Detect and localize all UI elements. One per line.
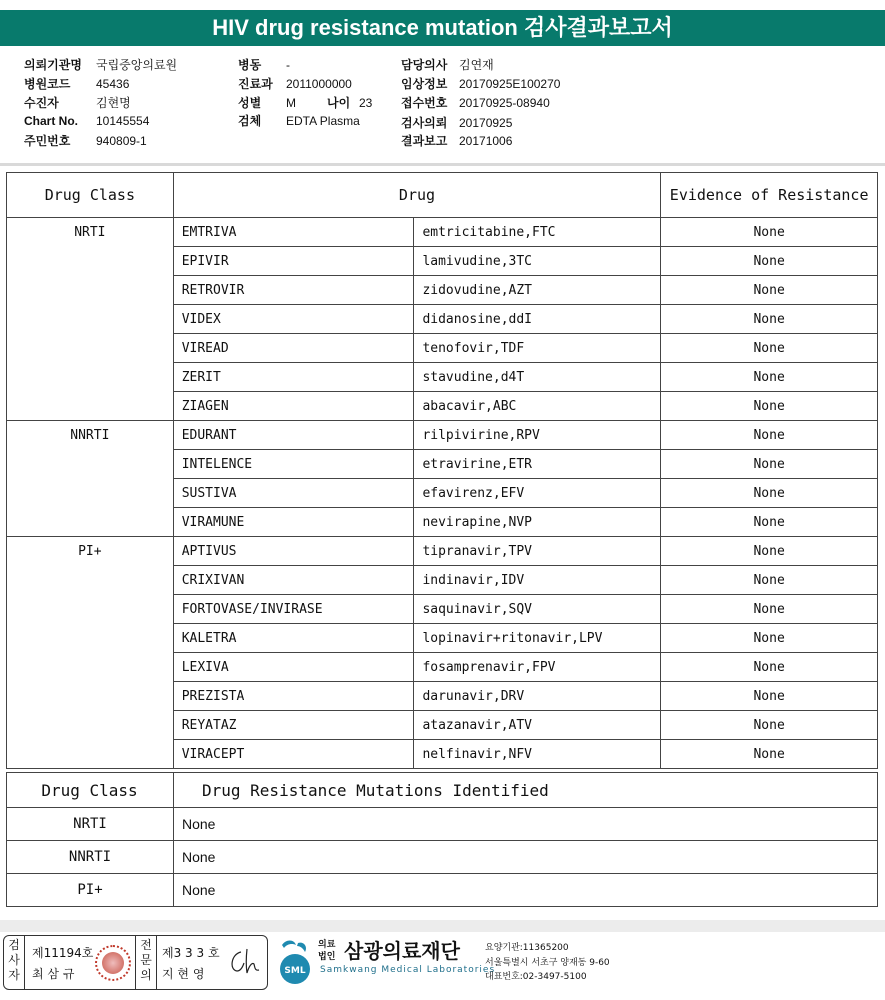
brand-name-cell: CRIXIVAN: [173, 566, 414, 595]
table-row: [7, 841, 878, 874]
value: 10145554: [96, 114, 150, 128]
label: Chart No.: [24, 114, 78, 128]
evidence-cell: None: [661, 334, 878, 363]
label: 접수번호: [401, 96, 448, 110]
brand-name-cell: EPIVIR: [173, 247, 414, 276]
class-cell: NRTI: [7, 808, 174, 841]
value: 45436: [96, 77, 130, 91]
generic-name-cell: indinavir,IDV: [414, 566, 661, 595]
evidence-cell: None: [661, 508, 878, 537]
label: 결과보고: [401, 134, 448, 148]
evidence-cell: None: [661, 537, 878, 566]
footer-band: [0, 920, 885, 932]
divider: [24, 936, 25, 989]
org-phone: 대표번호:02-3497-5100: [485, 972, 587, 982]
value: EDTA Plasma: [286, 114, 360, 128]
org-address: 서울특별시 서초구 양재동 9-60: [485, 958, 610, 968]
value: 20171006: [459, 134, 513, 148]
label: 진료과: [238, 77, 273, 91]
pathologist-name: 지 현 영: [162, 967, 205, 981]
generic-name-cell: stavudine,d4T: [414, 363, 661, 392]
generic-name-cell: fosamprenavir,FPV: [414, 653, 661, 682]
pathologist-number: 제3 3 3 호: [162, 946, 220, 960]
generic-name-cell: rilpivirine,RPV: [414, 421, 661, 450]
mutations-cell: None: [174, 841, 878, 874]
brand-name-cell: SUSTIVA: [173, 479, 414, 508]
org-prefix: 의료 법인: [318, 940, 336, 962]
generic-name-cell: atazanavir,ATV: [414, 711, 661, 740]
table-row: [7, 218, 878, 247]
generic-name-cell: etravirine,ETR: [414, 450, 661, 479]
header-mutations: Drug Resistance Mutations Identified: [174, 773, 878, 808]
generic-name-cell: lamivudine,3TC: [414, 247, 661, 276]
brand-name-cell: APTIVUS: [173, 537, 414, 566]
header-drug-class: Drug Class: [7, 773, 174, 808]
evidence-cell: None: [661, 653, 878, 682]
value: 김연재: [459, 58, 494, 72]
label: 검사의뢰: [401, 116, 448, 130]
brand-name-cell: EMTRIVA: [173, 218, 414, 247]
brand-name-cell: EDURANT: [173, 421, 414, 450]
signature-box: [3, 935, 268, 990]
org-code: 요양기관:11365200: [485, 943, 569, 953]
evidence-cell: None: [661, 566, 878, 595]
brand-name-cell: ZERIT: [173, 363, 414, 392]
value: 23: [359, 96, 373, 110]
header-evidence: Evidence of Resistance: [661, 173, 878, 218]
generic-name-cell: didanosine,ddI: [414, 305, 661, 334]
brand-name-cell: RETROVIR: [173, 276, 414, 305]
evidence-cell: None: [661, 595, 878, 624]
mutation-table: [6, 772, 878, 907]
label: 나이: [327, 96, 351, 110]
evidence-cell: None: [661, 450, 878, 479]
value: 20170925-08940: [459, 96, 550, 110]
label: 의뢰기관명: [24, 58, 82, 72]
org-english-name: Samkwang Medical Laboratories: [320, 965, 496, 975]
table-header-row: [7, 773, 878, 808]
brand-name-cell: VIDEX: [173, 305, 414, 334]
evidence-cell: None: [661, 421, 878, 450]
evidence-cell: None: [661, 682, 878, 711]
generic-name-cell: nevirapine,NVP: [414, 508, 661, 537]
table-row: [7, 874, 878, 907]
brand-name-cell: LEXIVA: [173, 653, 414, 682]
generic-name-cell: emtricitabine,FTC: [414, 218, 661, 247]
generic-name-cell: tipranavir,TPV: [414, 537, 661, 566]
brand-name-cell: INTELENCE: [173, 450, 414, 479]
label: 담당의사: [401, 58, 448, 72]
evidence-cell: None: [661, 740, 878, 769]
generic-name-cell: tenofovir,TDF: [414, 334, 661, 363]
generic-name-cell: efavirenz,EFV: [414, 479, 661, 508]
mutations-cell: None: [174, 874, 878, 907]
value: 20170925E100270: [459, 77, 561, 91]
brand-name-cell: VIREAD: [173, 334, 414, 363]
label: 임상정보: [401, 77, 448, 91]
evidence-cell: None: [661, 624, 878, 653]
brand-name-cell: VIRAMUNE: [173, 508, 414, 537]
brand-name-cell: VIRACEPT: [173, 740, 414, 769]
label: 병원코드: [24, 77, 71, 91]
drug-class-cell: NRTI: [7, 218, 174, 421]
brand-name-cell: ZIAGEN: [173, 392, 414, 421]
class-cell: PI+: [7, 874, 174, 907]
evidence-cell: None: [661, 392, 878, 421]
class-cell: NNRTI: [7, 841, 174, 874]
logo-text: SML: [284, 966, 306, 976]
generic-name-cell: saquinavir,SQV: [414, 595, 661, 624]
header-drug-class: Drug Class: [7, 173, 174, 218]
label: 수진자: [24, 96, 59, 110]
evidence-cell: None: [661, 247, 878, 276]
value: M: [286, 96, 296, 110]
evidence-cell: None: [661, 711, 878, 740]
brand-name-cell: KALETRA: [173, 624, 414, 653]
label: 주민번호: [24, 134, 71, 148]
value: 940809-1: [96, 134, 147, 148]
divider: [0, 163, 885, 166]
label: 병동: [238, 58, 262, 72]
inspector-name: 최 삼 규: [32, 967, 75, 981]
generic-name-cell: lopinavir+ritonavir,LPV: [414, 624, 661, 653]
generic-name-cell: darunavir,DRV: [414, 682, 661, 711]
divider: [135, 936, 136, 989]
evidence-cell: None: [661, 305, 878, 334]
label: 검체: [238, 114, 262, 128]
generic-name-cell: nelfinavir,NFV: [414, 740, 661, 769]
generic-name-cell: abacavir,ABC: [414, 392, 661, 421]
pathologist-label: 전문의: [140, 938, 152, 982]
evidence-cell: None: [661, 218, 878, 247]
evidence-cell: None: [661, 479, 878, 508]
value: 2011000000: [286, 77, 352, 91]
table-row: [7, 808, 878, 841]
generic-name-cell: zidovudine,AZT: [414, 276, 661, 305]
value: -: [286, 58, 290, 72]
brand-name-cell: REYATAZ: [173, 711, 414, 740]
value: 김현명: [96, 96, 131, 110]
brand-name-cell: PREZISTA: [173, 682, 414, 711]
value: 국립중앙의료원: [96, 58, 178, 72]
mutations-cell: None: [174, 808, 878, 841]
value: 20170925: [459, 116, 513, 130]
sml-logo-icon: [272, 937, 318, 985]
report-title: HIV drug resistance mutation 검사결과보고서: [0, 10, 885, 46]
table-row: [7, 421, 878, 450]
evidence-cell: None: [661, 276, 878, 305]
resistance-table: [6, 172, 878, 769]
evidence-cell: None: [661, 363, 878, 392]
drug-class-cell: NNRTI: [7, 421, 174, 537]
inspector-label: 검사자: [8, 938, 20, 982]
inspector-number: 제11194호: [32, 946, 94, 960]
signature-icon: [227, 946, 262, 976]
label: 성별: [238, 96, 262, 110]
org-name: 삼광의료재단: [344, 939, 460, 963]
table-header-row: [7, 173, 878, 218]
seal-stamp: [95, 945, 131, 981]
brand-name-cell: FORTOVASE/INVIRASE: [173, 595, 414, 624]
header-drug: Drug: [173, 173, 661, 218]
table-row: [7, 537, 878, 566]
patient-info: [0, 48, 885, 164]
drug-class-cell: PI+: [7, 537, 174, 769]
divider: [156, 936, 157, 989]
